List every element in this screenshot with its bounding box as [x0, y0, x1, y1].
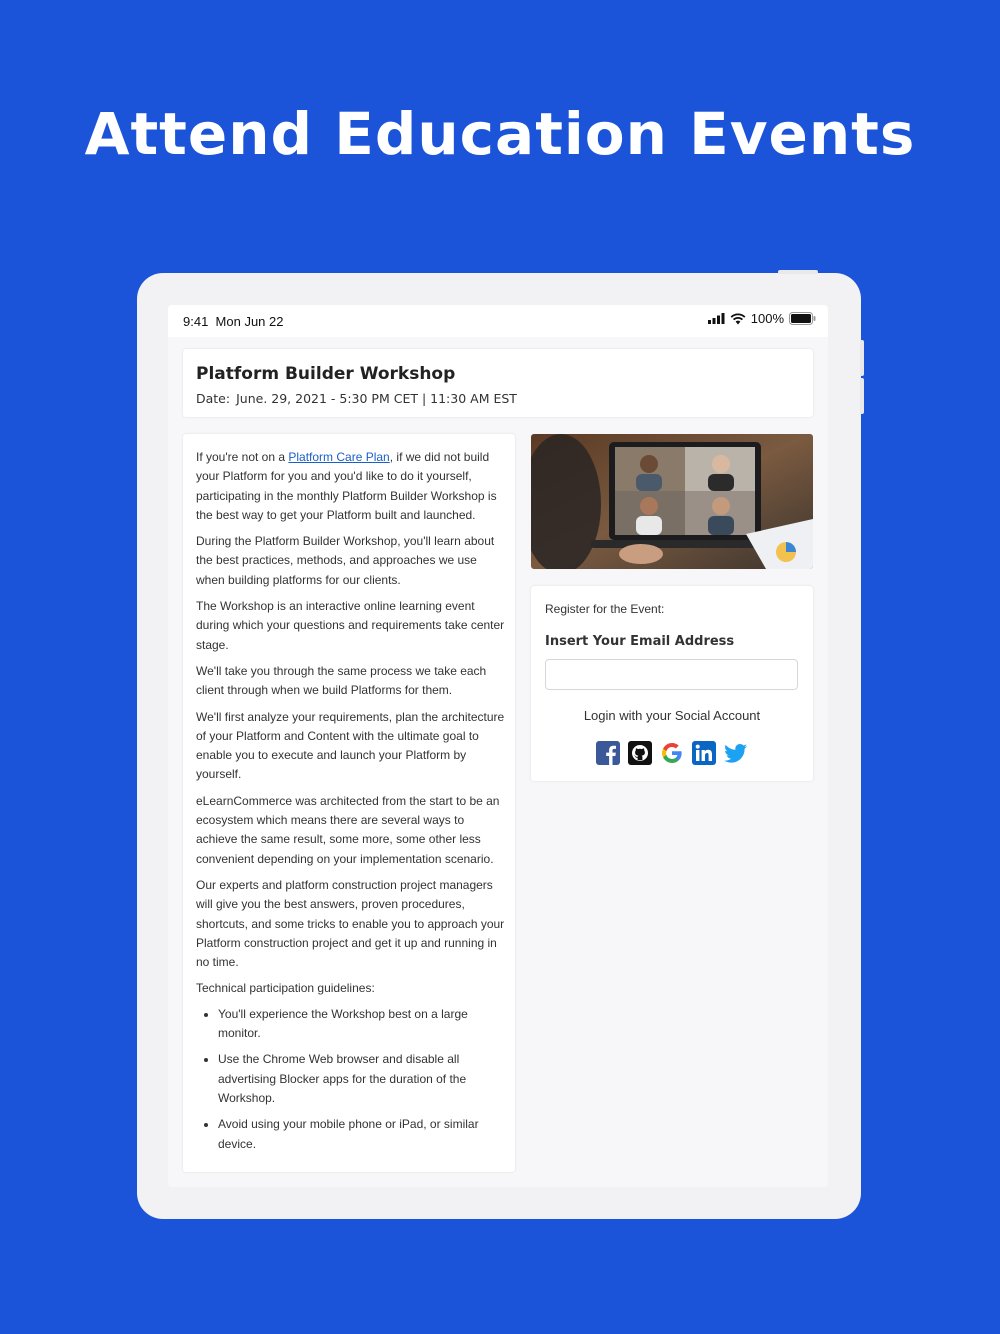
- video-call-illustration: [531, 434, 813, 569]
- facebook-icon[interactable]: [596, 741, 620, 765]
- event-title-card: [183, 349, 813, 417]
- social-login-label: Login with your Social Account: [583, 708, 761, 723]
- description-paragraph: [196, 448, 506, 525]
- tablet-power-button: [778, 270, 818, 274]
- battery-icon: [789, 312, 816, 325]
- email-input[interactable]: [545, 659, 798, 690]
- twitter-icon[interactable]: [724, 741, 748, 765]
- guideline-item: • Use the Chrome Web browser and disable all advertising Blocker apps for the duration of the Workshop.: [218, 1050, 506, 1108]
- registration-card: [531, 586, 813, 781]
- tablet-volume-down-button: [860, 378, 864, 414]
- description-paragraph: During the Platform Builder Workshop, you'll learn about the best practices, methods, and approaches we use when building platforms for our clients.: [196, 534, 495, 587]
- description-paragraph: Our experts and platform construction project managers will give you the best answers, proven procedures, shortcuts, and some tricks to enable you to approach your Platform construction project and get it up and running in no time.: [196, 877, 505, 970]
- status-time: [183, 314, 283, 329]
- event-title: Platform Builder Workshop: [196, 364, 456, 384]
- guideline-item: • You'll experience the Workshop best on a large monitor.: [218, 1005, 506, 1044]
- social-login-buttons: [531, 741, 813, 765]
- email-label: Insert Your Email Address: [545, 634, 735, 649]
- wifi-icon: [730, 313, 746, 325]
- register-intro: Register for the Event:: [545, 602, 665, 616]
- event-date-value: June. 29, 2021 - 5:30 PM CET | 11:30 AM EST: [236, 391, 517, 406]
- tablet-screen: [168, 305, 828, 1187]
- platform-care-plan-link[interactable]: Platform Care Plan: [288, 450, 390, 464]
- signal-icon: [708, 313, 725, 324]
- description-paragraph: We'll first analyze your requirements, plan the architecture of your Platform and Content with the ultimate goal to enable you to execute and launch your Platform by yourself.: [196, 709, 505, 782]
- guideline-item: • Avoid using your mobile phone or iPad, or similar device.: [218, 1115, 506, 1154]
- tablet-volume-up-button: [860, 340, 864, 376]
- status-bar: [168, 305, 828, 337]
- status-date-value: Mon Jun 22: [215, 314, 284, 329]
- event-description-card: [183, 434, 515, 1172]
- event-date-label: Date:: [196, 391, 231, 406]
- guidelines-list: [196, 1005, 506, 1154]
- page-headline: Attend Education Events: [84, 100, 916, 168]
- status-time-value: 9:41: [183, 314, 209, 329]
- google-icon[interactable]: [660, 741, 684, 765]
- description-text: , if we did not build your Platform for you and you'd like to do it yourself, participating in the monthly Platform Builder Workshop is the best way to get your Platform built and launched.: [196, 450, 497, 522]
- description-paragraph: We'll take you through the same process we take each client through when we build Platforms for them.: [196, 663, 487, 698]
- event-photo: [531, 434, 813, 569]
- description-paragraph: The Workshop is an interactive online learning event during which your questions and requirements take center stage.: [196, 599, 505, 652]
- event-date: [196, 391, 517, 406]
- linkedin-icon[interactable]: [692, 741, 716, 765]
- description-paragraph: eLearnCommerce was architected from the start to be an ecosystem which means there are several ways to achieve the same result, some more, some other less convenient depending on your implementation scenario.: [196, 793, 500, 866]
- battery-percent: 100%: [750, 311, 784, 326]
- guidelines-heading: Technical participation guidelines:: [196, 981, 375, 996]
- event-description: [196, 448, 506, 1161]
- status-right: [708, 311, 816, 326]
- description-text: If you're not on a: [196, 450, 289, 464]
- github-icon[interactable]: [628, 741, 652, 765]
